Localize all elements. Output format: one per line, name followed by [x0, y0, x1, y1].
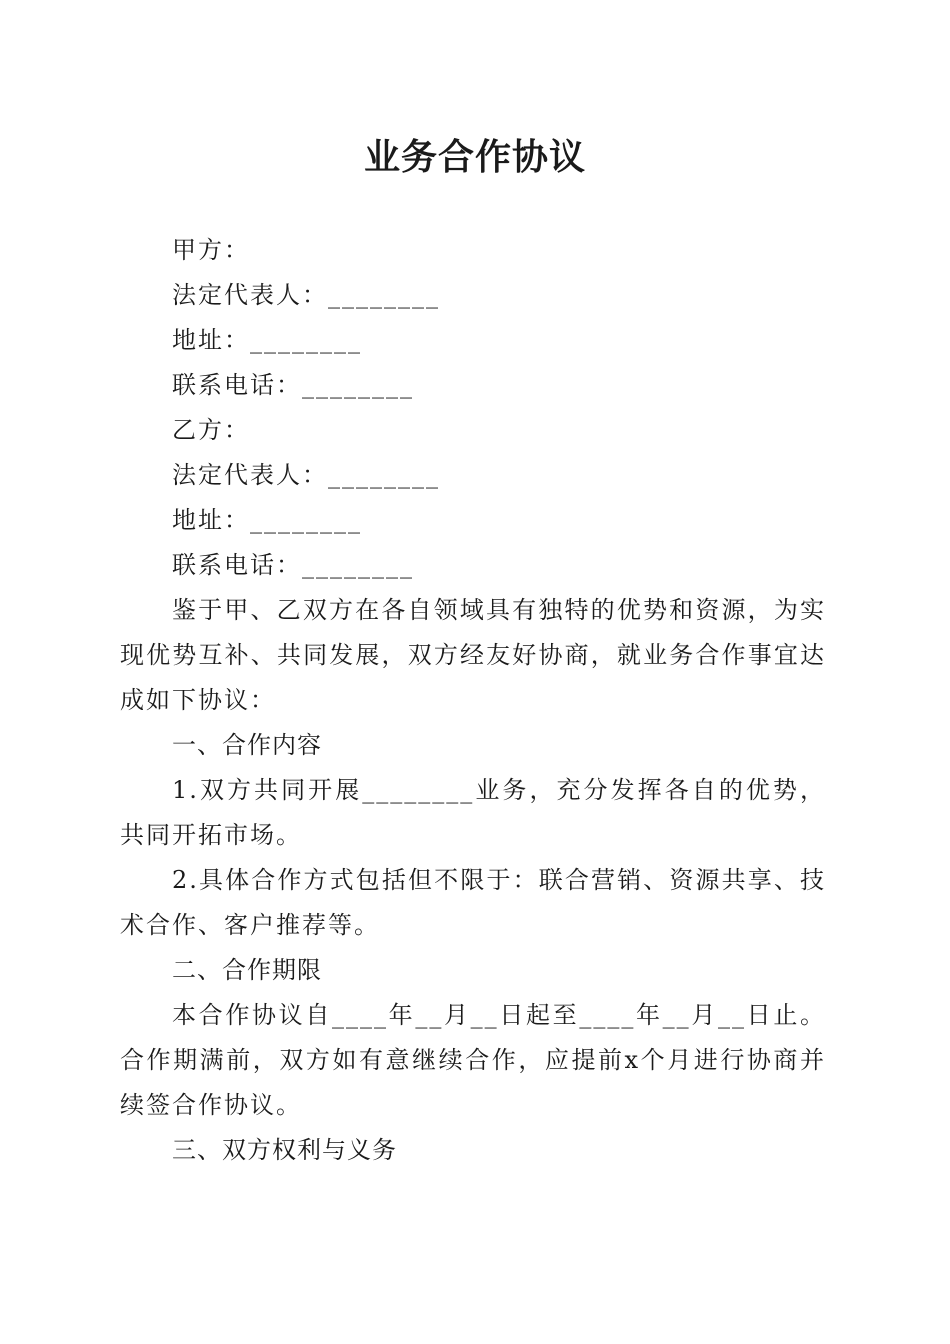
- party-a-phone: 联系电话：________: [172, 371, 414, 399]
- section-heading-cooperation-term: 二、合作期限: [172, 956, 322, 984]
- party-b-legal-rep: 法定代表人：________: [172, 461, 440, 489]
- section-paragraph: 本合作协议自____年__月__日起至____年__月__日止。合作期满前，双方如有意继续合作，应提前x个月进行协商并续签合作协议。: [120, 1001, 826, 1119]
- party-b-phone: 联系电话：________: [172, 551, 414, 579]
- party-a-label: 甲方：: [172, 236, 250, 264]
- preamble-paragraph: 鉴于甲、乙双方在各自领域具有独特的优势和资源，为实现优势互补、共同发展，双方经友好协商，就业务合作事宜达成如下协议：: [120, 596, 826, 714]
- party-b-address: 地址：________: [172, 506, 362, 534]
- section-heading-cooperation-content: 一、合作内容: [172, 731, 322, 759]
- document-title: 业务合作协议: [363, 137, 586, 178]
- party-a-address: 地址：________: [172, 326, 362, 354]
- section-paragraph: 2.具体合作方式包括但不限于：联合营销、资源共享、技术合作、客户推荐等。: [120, 866, 826, 939]
- party-b-label: 乙方：: [172, 416, 250, 444]
- section-paragraph: 1.双方共同开展________业务，充分发挥各自的优势，共同开拓市场。: [120, 776, 826, 849]
- party-a-legal-rep: 法定代表人：________: [172, 281, 440, 309]
- document-body: [120, 228, 826, 1173]
- section-heading-rights-obligations: 三、双方权利与义务: [172, 1136, 397, 1164]
